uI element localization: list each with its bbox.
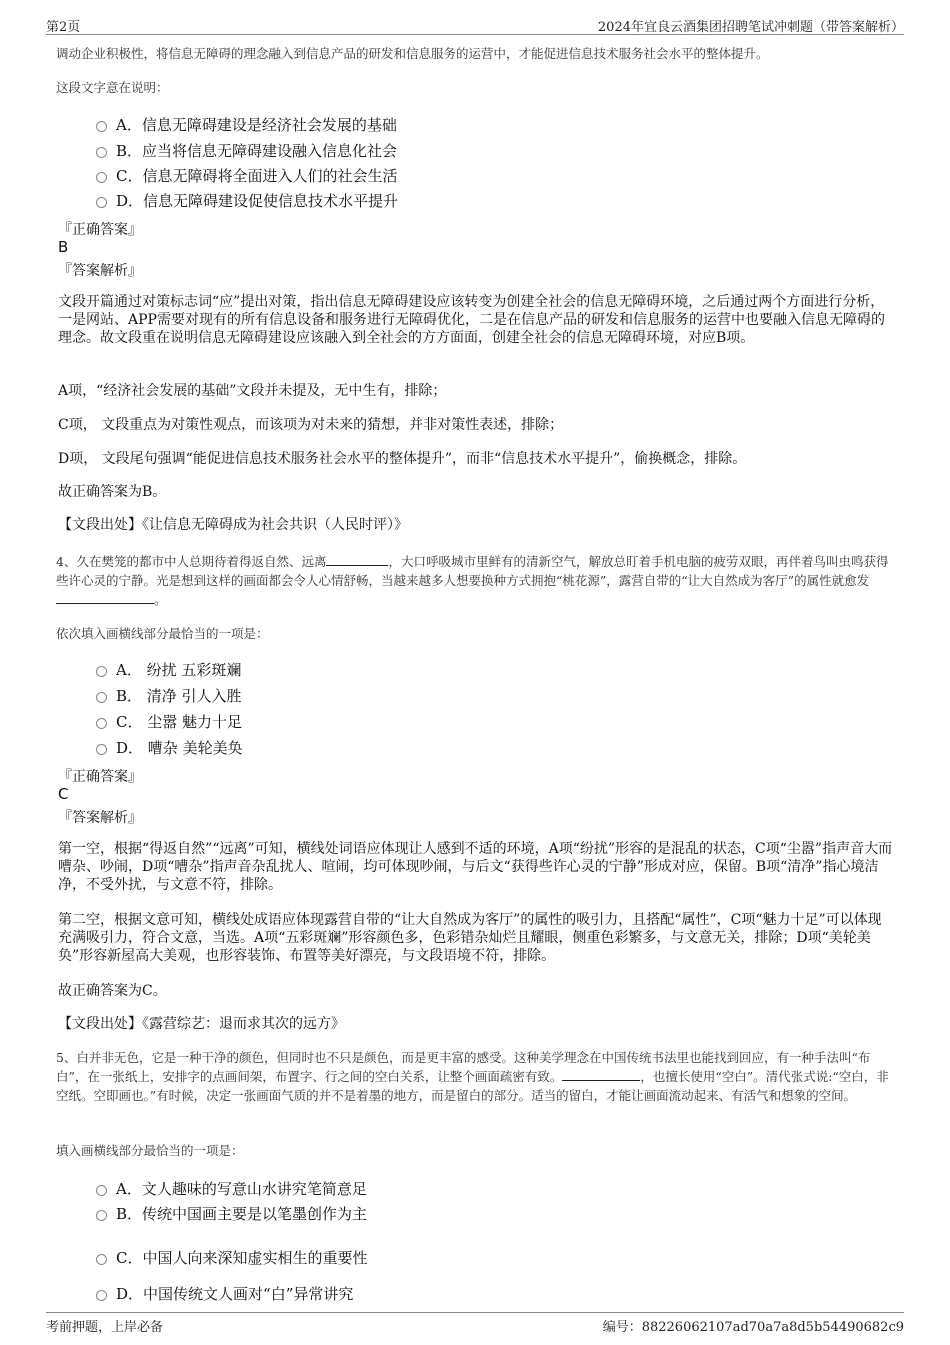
q4-answer: C: [58, 785, 69, 803]
q4-stem: 4、久在樊笼的都市中人总期待着得返自然、远离 ，大口呼吸城市里鲜有的清新空气，解放总盯着手机电脑的疲劳双眼，再伴着鸟叫虫鸣获得些许心灵的宁静。光是想到这样的画面都会令人心情舒畅，当越来越多人想要换种方式拥抱“桃花源”，露营自带的“让大自然成为客厅”的属性就愈发。: [56, 554, 889, 607]
q4-analysis-first: 第一空，根据“得返自然”“远离”可知，横线处词语应体现让人感到不适的环境，A项“纷扰”形容的是混乱的状态，C项“尘嚣”指声音大而嘈杂、吵闹，D项“嘈杂”指声音杂乱扰人、喧闹，均可体现吵闹，与后文“获得些许心灵的宁静”形成对应，保留。B项“清净”指心境洁净，不受外扰，与文意不符，排除。: [58, 841, 893, 893]
q4-option-b[interactable]: B． 清净 引人入胜: [96, 684, 242, 706]
q3-stem-tail: 调动企业积极性，将信息无障碍的理念融入到信息产品的研发和信息服务的运营中，才能促进信息技术服务社会水平的整体提升。: [56, 46, 769, 61]
q3-analysis-d: D项， 文段尾句强调“能促进信息技术服务社会水平的整体提升”，而非“信息技术水平提升”，偷换概念，排除。: [58, 451, 747, 467]
q4-conclusion: 故正确答案为C。: [58, 983, 167, 999]
radio-icon[interactable]: [96, 197, 107, 208]
radio-icon[interactable]: [96, 172, 107, 183]
radio-icon[interactable]: [96, 1210, 107, 1221]
q3-answer: B: [58, 238, 69, 256]
q4-answer-label: 『正确答案』: [58, 769, 142, 785]
q4-blank-1: [326, 553, 388, 566]
radio-icon[interactable]: [96, 147, 107, 158]
q5-blank: [562, 1068, 640, 1081]
q5-option-a[interactable]: A．文人趣味的写意山水讲究笔简意足: [96, 1177, 367, 1199]
q3-prompt: 这段文字意在说明：: [56, 80, 169, 95]
q4-blank-2: [56, 591, 154, 604]
page-number: 第2页: [46, 20, 81, 35]
q3-option-c[interactable]: C．信息无障碍将全面进入人们的社会生活: [96, 164, 397, 186]
q3-analysis-main: 文段开篇通过对策标志词“应”提出对策，指出信息无障碍建设应该转变为创建全社会的信息无障碍环境，之后通过两个方面进行分析，一是网站、APP需要对现有的所有信息设备和服务进行无障碍优化，二是在信息产品的研发和信息服务的运营中也要融入信息无障碍的理念。故文段重在说明信息无障碍建设应该融入到全社会的方方面面，创建全社会的信息无障碍环境，对应B项。: [58, 294, 885, 346]
q4-option-c[interactable]: C． 尘嚣 魅力十足: [96, 710, 242, 732]
q3-analysis-a: A项，“经济社会发展的基础”文段并未提及，无中生有，排除；: [58, 383, 447, 399]
q4-analysis-second: 第二空，根据文意可知，横线处成语应体现露营自带的“让大自然成为客厅”的属性的吸引力，且搭配“属性”，C项“魅力十足”可以体现充满吸引力，符合文意，当选。A项“五彩斑斓”形容颜色多，色彩错杂灿烂且耀眼，侧重色彩繁多，与文意无关，排除；D项“美轮美奂”形容新屋高大美观，也形容装饰、布置等美好漂亮，与文段语境不符，排除。: [58, 912, 882, 964]
q3-answer-label: 『正确答案』: [58, 222, 142, 238]
radio-icon[interactable]: [96, 1185, 107, 1196]
q4-source: 【文段出处】《露营综艺：退而求其次的远方》: [58, 1016, 345, 1032]
page-footer: [46, 1312, 904, 1335]
radio-icon[interactable]: [96, 121, 107, 132]
q4-option-a[interactable]: A． 纷扰 五彩斑斓: [96, 658, 241, 680]
q4-analysis-label: 『答案解析』: [58, 810, 142, 826]
footer-doc-id: 编号：88226062107ad70a7a8d5b54490682c9: [602, 1320, 904, 1335]
radio-icon[interactable]: [96, 744, 107, 755]
q3-conclusion: 故正确答案为B。: [58, 484, 167, 500]
radio-icon[interactable]: [96, 1290, 107, 1301]
q4-option-d[interactable]: D． 嘈杂 美轮美奂: [96, 736, 243, 758]
radio-icon[interactable]: [96, 666, 107, 677]
radio-icon[interactable]: [96, 692, 107, 703]
q5-option-c[interactable]: C．中国人向来深知虚实相生的重要性: [96, 1246, 367, 1268]
radio-icon[interactable]: [96, 1254, 107, 1265]
footer-slogan: 考前押题，上岸必备: [46, 1320, 164, 1335]
q3-source: 【文段出处】《让信息无障碍成为社会共识（人民时评）》: [58, 517, 408, 533]
q5-option-d[interactable]: D．中国传统文人画对“白”异常讲究: [96, 1282, 353, 1304]
document-title: 2024年宜良云酒集团招聘笔试冲刺题（带答案解析）: [597, 20, 904, 35]
q3-option-a[interactable]: A．信息无障碍建设是经济社会发展的基础: [96, 113, 397, 135]
q5-option-b[interactable]: B．传统中国画主要是以笔墨创作为主: [96, 1202, 367, 1224]
radio-icon[interactable]: [96, 718, 107, 729]
q3-option-d[interactable]: D．信息无障碍建设促使信息技术水平提升: [96, 189, 398, 211]
q3-option-b[interactable]: B．应当将信息无障碍建设融入信息化社会: [96, 139, 397, 161]
q5-stem: 5、白并非无色，它是一种干净的颜色，但同时也不只是颜色，而是更丰富的感受。这种美学理念在中国传统书法里也能找到回应，有一种手法叫“布白”，在一张纸上，安排字的点画间架，布置字、行之间的空白关系，让整个画面疏密有致。 ，也擅长使用“空白”。清代张式说:“空白，非空纸。空即画也。”有时候，决定一张画面气质的并不是着墨的地方，而是留白的部分。适当的留白，才能让画面流动起来、有活气和想象的空间。: [56, 1050, 889, 1103]
q5-prompt: 填入画横线部分最恰当的一项是：: [56, 1143, 244, 1158]
q3-analysis-label: 『答案解析』: [58, 263, 142, 279]
page-header: [46, 14, 904, 35]
q3-analysis-c: C项， 文段重点为对策性观点，而该项为对未来的猜想，并非对策性表述，排除；: [58, 417, 564, 433]
q4-prompt: 依次填入画横线部分最恰当的一项是：: [56, 626, 269, 641]
